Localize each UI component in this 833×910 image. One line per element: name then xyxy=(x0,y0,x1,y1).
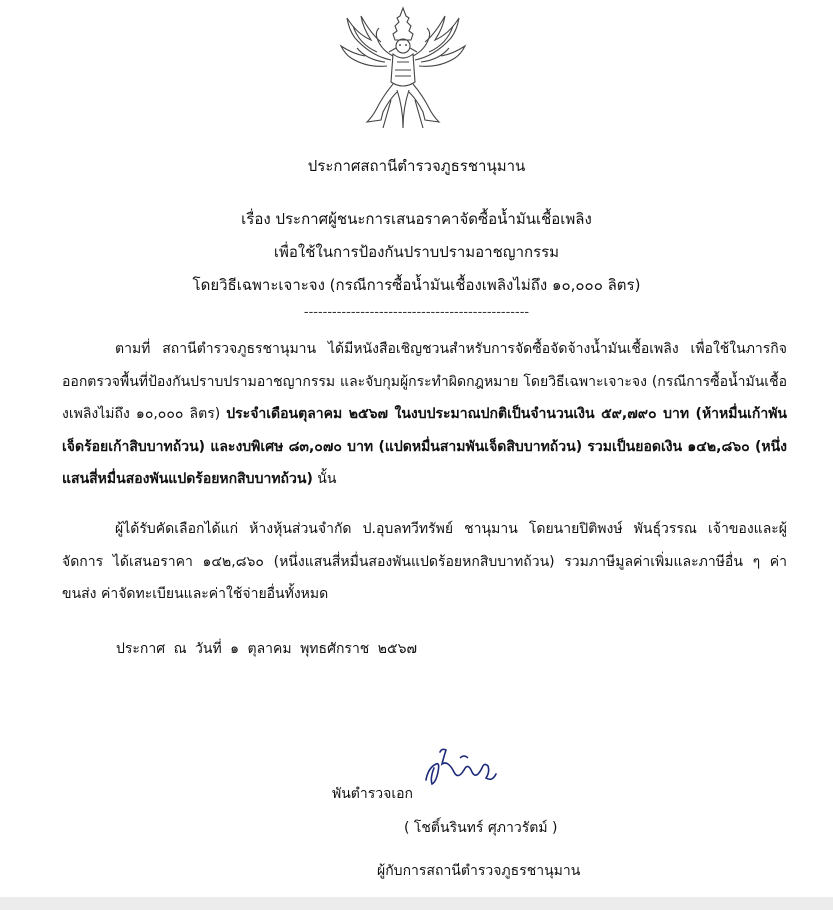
subject-line-1: เรื่อง ประกาศผู้ชนะการเสนอราคาจัดซื้อน้ำมันเชื้อเพลิง xyxy=(241,210,592,228)
signatory-rank: พันตำรวจเอก xyxy=(332,786,414,802)
garuda-emblem-icon xyxy=(337,4,469,134)
paragraph-invitation-budget: ประจำเดือนตุลาคม ๒๕๖๗ ในงบประมาณปกติเป็นจำนวนเงิน ๕๙,๗๙๐ บาท (ห้าหมื่นเก้าพันเจ็ดร้อยเก้าสิบบาทถ้วน) และงบพิเศษ ๘๓,๐๗๐ บาท (แปดหมื่นสามพันเจ็ดสิบบาทถ้วน) รวมเป็นยอดเงิน ๑๔๒,๘๖๐ (หนึ่งแสนสี่หมื่นสองพันแปดร้อยหกสิบบาทถ้วน) xyxy=(62,406,787,487)
separator-line: ------------------------------------------------ xyxy=(303,305,530,320)
viewer-bottom-bar xyxy=(0,897,833,910)
subject-line-2: เพื่อใช้ในการป้องกันปราบปรามอาชญากรรม xyxy=(273,243,560,261)
signatory-position: ผู้กับการสถานีตำรวจภูธรชานุมาน xyxy=(377,863,581,879)
paragraph-invitation xyxy=(62,333,787,496)
subject-line-3: โดยวิธีเฉพาะเจาะจง (กรณีการซื้อน้ำมันเชื้องเพลิงไม่ถึง ๑๐,๐๐๐ ลิตร) xyxy=(192,276,641,294)
handwritten-signature-icon xyxy=(420,738,500,794)
paragraph-winner-text: ผู้ได้รับคัดเลือกได้แก่ ห้างหุ้นส่วนจำกัด ป.อุบลทวีทรัพย์ ชานุมาน โดยนายปิติพงษ์ พันธุ์วรรณ เจ้าของและผู้จัดการ ได้เสนอราคา ๑๔๒,๘๖๐ (หนึ่งแสนสี่หมื่นสองพันแปดร้อยหกสิบบาทถ้วน) รวมภาษีมูลค่าเพิ่มและภาษีอื่น ๆ ค่าขนส่ง ค่าจัดทะเบียนและค่าใช้จ่ายอื่นทั้งหมด xyxy=(62,521,787,602)
paragraph-invitation-end: นั้น xyxy=(312,471,337,487)
announcement-date: ประกาศ ณ วันที่ ๑ ตุลาคม พุทธศักราช ๒๕๖๗ xyxy=(116,641,417,657)
paragraph-invitation-text: ตามที่ สถานีตำรวจภูธรชานุมาน ได้มีหนังสือเชิญชวนสำหรับการจัดซื้อจัดจ้างน้ำมันเชื้อเพลิง เพื่อใช้ในภารกิจออกตรวจพื้นที่ป้องกันปราบปรามอาชญากรรม และจับกุมผู้กระทำผิดกฎหมาย โดยวิธีเฉพาะเจาะจง (กรณีการซื้อน้ำมันเชื้องเพลิงไม่ถึง ๑๐,๐๐๐ ลิตร) xyxy=(62,341,787,422)
paragraph-winner xyxy=(62,513,787,611)
page-title: ประกาศสถานีตำรวจภูธรชานุมาน xyxy=(307,157,526,175)
signatory-name: ( โชติ์นรินทร์ ศุภาวรัตม์ ) xyxy=(404,820,558,836)
